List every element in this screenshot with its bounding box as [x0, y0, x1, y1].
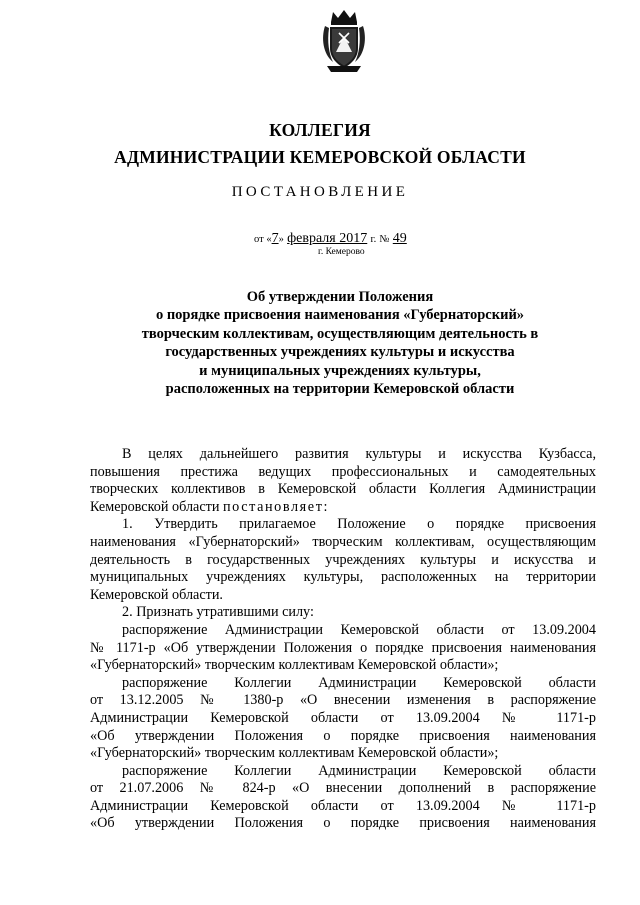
text-line: 2. Признать утратившими силу:: [122, 604, 314, 621]
text-line: [90, 499, 596, 517]
text-line: распоряжение Коллегии Администрации Кемеровской области: [122, 674, 596, 691]
item-2-paragraph: [90, 604, 596, 622]
text-line: распоряжение Администрации Кемеровской области от 13.09.2004: [122, 621, 596, 638]
document-number: 49: [392, 231, 407, 246]
text-line: повышения престижа ведущих профессиональных и самодеятельных: [90, 463, 596, 480]
number-sign: №: [379, 234, 390, 245]
resolves-word: постановляет:: [222, 498, 330, 515]
org-name-line1: КОЛЛЕГИЯ: [269, 120, 371, 140]
title-line: Об утверждении Положения: [246, 289, 434, 305]
text-line: от 13.12.2005 № 1380-р «О внесении изменения в распоряжение: [90, 692, 596, 709]
date-suffix: г.: [370, 234, 377, 245]
repealed-decree-1: [90, 622, 596, 675]
text-line: наименования «Губернаторский» творческим коллективам, осуществляющим: [90, 533, 596, 550]
document-type: ПОСТАНОВЛЕНИЕ: [231, 184, 409, 200]
date-prefix: от «: [254, 234, 272, 245]
date-day: 7: [271, 231, 279, 246]
title-line: и муниципальных учреждениях культуры,: [199, 362, 481, 379]
text-line: В целях дальнейшего развития культуры и искусства Кузбасса,: [122, 446, 596, 462]
document-body: [90, 446, 596, 833]
title-line: о порядке присвоения наименования «Губернаторский»: [155, 307, 525, 324]
preamble-tail: Кемеровской области: [90, 498, 223, 515]
text-line: «Об утверждении Положения о порядке присвоения наименования: [90, 815, 596, 832]
text-line: № 1171-р «Об утверждении Положения о порядке присвоения наименования: [90, 639, 596, 656]
text-line: деятельность в государственных учреждениях культуры и искусства и: [90, 551, 596, 568]
date-mid: »: [278, 234, 284, 245]
org-name-line2: АДМИНИСТРАЦИИ КЕМЕРОВСКОЙ ОБЛАСТИ: [114, 147, 526, 167]
title-line: творческим коллективам, осуществляющим деятельность в: [141, 325, 539, 342]
text-line: «Губернаторский» творческим коллективам Кемеровской области»;: [90, 657, 499, 674]
text-line: Кемеровской области.: [90, 586, 223, 603]
text-line: муниципальных учреждениях культуры, расположенных на территории: [90, 569, 596, 586]
text-line: «Губернаторский» творческим коллективам Кемеровской области»;: [90, 745, 499, 762]
item-1-paragraph: [90, 516, 596, 604]
text-line: от 21.07.2006 № 824-р «О внесении дополнений в распоряжение: [90, 780, 596, 797]
coat-of-arms-emblem: [321, 8, 367, 74]
document-title: [100, 288, 580, 398]
text-line: 1. Утвердить прилагаемое Положение о порядке присвоения: [122, 516, 596, 533]
text-line: «Об утверждении Положения о порядке присвоения наименования: [90, 727, 596, 744]
preamble-paragraph: [90, 446, 596, 516]
date-month-year: февраля 2017: [287, 231, 368, 246]
text-line: Администрации Кемеровской области от 13.09.2004 № 1171-р: [90, 709, 596, 726]
title-line: расположенных на территории Кемеровской области: [165, 381, 515, 398]
text-line: творческих коллективов в Кемеровской области Коллегия Администрации: [90, 481, 596, 498]
document-date-number: [254, 230, 407, 247]
repealed-decree-3: [90, 763, 596, 833]
text-line: Администрации Кемеровской области от 13.09.2004 № 1171-р: [90, 797, 596, 814]
title-line: государственных учреждениях культуры и искусства: [165, 344, 515, 361]
text-line: распоряжение Коллегии Администрации Кемеровской области: [122, 762, 596, 779]
repealed-decree-2: [90, 675, 596, 763]
document-place: г. Кемерово: [318, 247, 365, 257]
